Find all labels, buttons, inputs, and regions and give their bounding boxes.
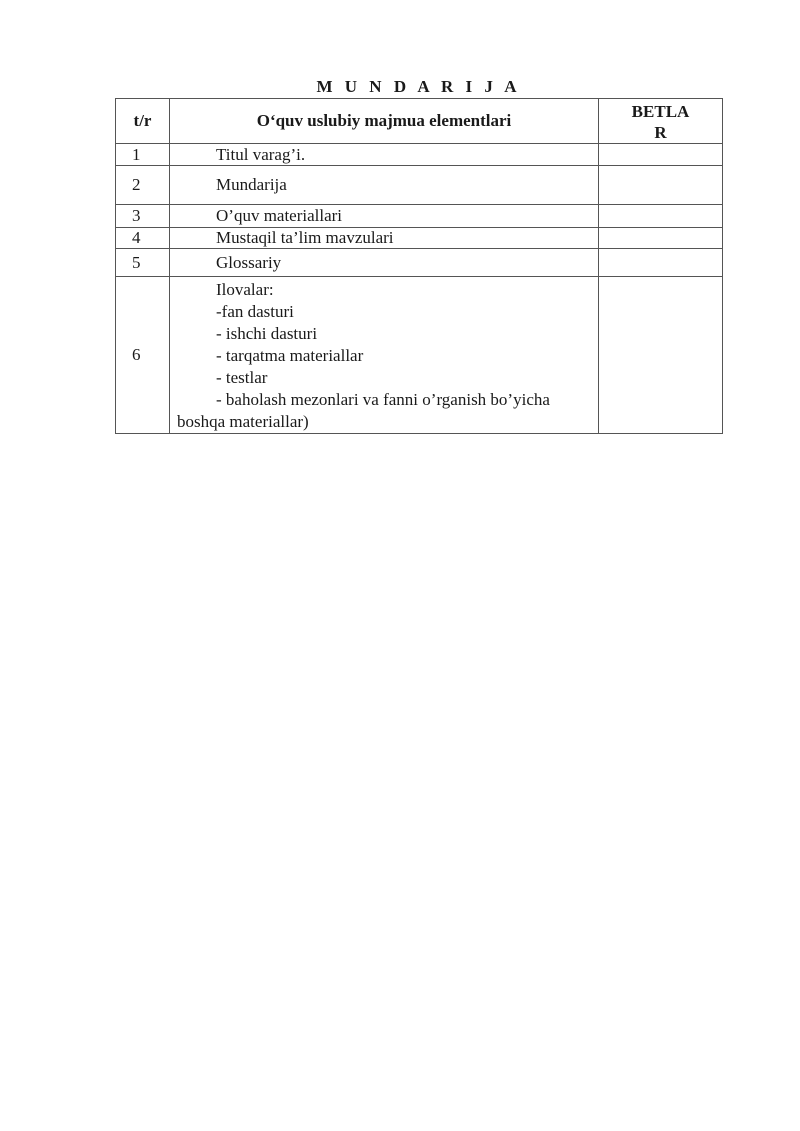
- row-number: 5: [116, 249, 170, 277]
- appendix-heading: Ilovalar:: [216, 280, 274, 299]
- row-pages: [599, 228, 723, 249]
- row-element: Titul varag’i.: [170, 144, 599, 166]
- appendix-item: -fan dasturi: [216, 302, 294, 321]
- row-number: 6: [116, 277, 170, 434]
- row-element: Mustaqil ta’lim mavzulari: [170, 228, 599, 249]
- column-header-pages-line1: BETLA: [631, 102, 690, 121]
- row-number: 1: [116, 144, 170, 166]
- column-header-elements: O‘quv uslubiy majmua elementlari: [170, 99, 599, 144]
- row-pages: [599, 166, 723, 205]
- document-title: M U N D A R I J A: [316, 77, 521, 96]
- appendix-item: - tarqatma materiallar: [216, 346, 364, 365]
- column-header-number: t/r: [116, 99, 170, 144]
- table-row: [116, 205, 723, 228]
- column-header-pages: [599, 99, 723, 144]
- row-number: 2: [116, 166, 170, 205]
- table-row: [116, 277, 723, 434]
- row-pages: [599, 205, 723, 228]
- row-number: 4: [116, 228, 170, 249]
- row-pages: [599, 277, 723, 434]
- table-header-row: [116, 99, 723, 144]
- table-row: [116, 228, 723, 249]
- row-number: 3: [116, 205, 170, 228]
- appendix-item: - ishchi dasturi: [216, 324, 318, 343]
- contents-table: [115, 98, 723, 434]
- row-element-list: [170, 277, 599, 434]
- column-header-pages-line2: R: [654, 123, 667, 142]
- table-row: [116, 144, 723, 166]
- row-pages: [599, 144, 723, 166]
- table-row: [116, 166, 723, 205]
- row-element: Mundarija: [170, 166, 599, 205]
- appendix-item: - testlar: [216, 368, 268, 387]
- row-pages: [599, 249, 723, 277]
- appendix-item-continuation: boshqa materiallar): [177, 412, 309, 431]
- appendix-item: - baholash mezonlari va fanni o’rganish bo’yicha: [216, 390, 550, 409]
- table-row: [116, 249, 723, 277]
- row-element: Glossariy: [170, 249, 599, 277]
- row-element: O’quv materiallari: [170, 205, 599, 228]
